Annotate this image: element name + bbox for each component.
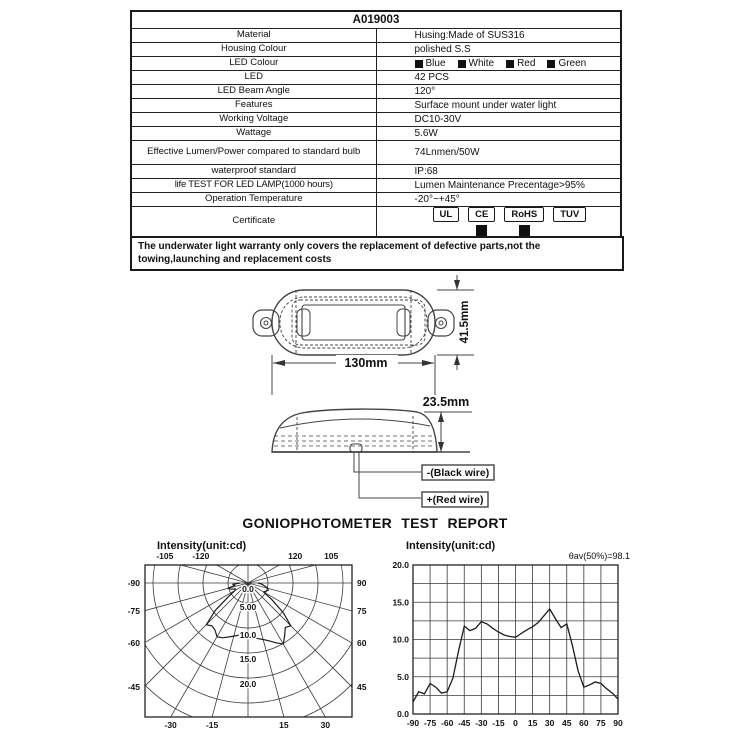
side-view-body: [272, 409, 437, 452]
x-tick-label: 60: [579, 718, 589, 728]
x-tick-label: -15: [492, 718, 505, 728]
angle-tick-label: -105: [156, 551, 174, 561]
spec-label: life TEST FOR LED LAMP(1000 hours): [131, 179, 376, 193]
screw-hole-right-inner: [439, 321, 443, 325]
certificate-badge: TUV: [553, 207, 586, 222]
angle-tick-label: 60: [357, 638, 367, 649]
table-row: [131, 127, 621, 141]
x-tick-label: 75: [596, 718, 606, 728]
screw-hole-right: [436, 318, 447, 329]
model-number: A019003: [131, 11, 621, 29]
certificate-badge: RoHS: [504, 207, 544, 222]
y-tick-label: 5.0: [397, 671, 409, 682]
angle-tick-label: -75: [127, 605, 140, 616]
red-wire-leader: [359, 452, 421, 498]
spec-value: polished S.S: [376, 43, 621, 57]
radial-tick-label: 10.0: [239, 630, 257, 640]
led-colour-options: [376, 57, 621, 71]
red-wire-label: +(Red wire): [426, 494, 484, 506]
arrowhead-up: [454, 355, 460, 365]
spec-value: -20°~+45°: [376, 193, 621, 207]
black-wire-label: -(Black wire): [426, 467, 490, 479]
spec-label: LED: [131, 71, 376, 85]
angle-tick-label: 15: [279, 720, 289, 730]
angle-tick-label: 45: [357, 682, 367, 692]
screw-hole-left: [261, 318, 272, 329]
report-heading: GONIOPHOTOMETER TEST REPORT: [242, 515, 508, 531]
table-row: [131, 71, 621, 85]
table-row: [131, 165, 621, 179]
table-row: [131, 99, 621, 113]
certificate-selected-mark: [519, 225, 530, 236]
table-row: [131, 85, 621, 99]
arrowhead-down: [438, 442, 444, 452]
certificate-badge: UL: [433, 207, 460, 222]
line-chart-grid: [413, 565, 618, 714]
y-tick-label: 15.0: [392, 597, 409, 608]
spec-label: Features: [131, 99, 376, 113]
table-row-certificate: [131, 207, 621, 238]
spec-label: LED Beam Angle: [131, 85, 376, 99]
arrowhead-left: [273, 360, 285, 366]
warranty-note: The underwater light warranty only covers the replacement of defective parts,not the towing,launching and replacement costs: [130, 236, 624, 271]
table-row: [131, 29, 621, 43]
angle-tick-label: -120: [192, 551, 210, 561]
x-tick-label: 30: [544, 718, 555, 728]
mount-ear-left: [253, 310, 279, 336]
table-row: [131, 113, 621, 127]
mount-ear-right: [428, 310, 454, 336]
color-swatch: [458, 60, 466, 68]
beam-angle-annotation: θav(50%)=98.1: [568, 551, 630, 561]
cable-gland: [350, 444, 362, 452]
x-tick-label: 15: [527, 718, 538, 728]
angle-tick-label: -15: [205, 720, 219, 730]
arrowhead-down: [454, 280, 460, 290]
color-label: Blue: [425, 58, 446, 69]
angle-tick-label: -90: [127, 578, 140, 588]
arrowhead-right: [422, 360, 434, 366]
x-tick-label: -45: [458, 718, 471, 728]
color-label: Red: [517, 58, 536, 69]
table-row: [131, 43, 621, 57]
spec-value: 120°: [376, 85, 621, 99]
angle-tick-label: 120: [288, 551, 303, 561]
screw-hole-left-inner: [264, 321, 268, 325]
side-view-rim: [280, 419, 430, 428]
certificate-selected-mark: [476, 225, 487, 236]
angle-tick-label: 105: [324, 551, 339, 561]
spec-label: Operation Temperature: [131, 193, 376, 207]
line-chart-title: Intensity(unit:cd): [406, 540, 496, 552]
angle-tick-label: 75: [357, 605, 367, 616]
led-colour-option: [458, 58, 495, 69]
spec-label: Certificate: [131, 207, 376, 238]
spec-label: waterproof standard: [131, 165, 376, 179]
table-row-model: [131, 11, 621, 29]
lens-clip-right: [397, 309, 410, 336]
y-tick-label: 20.0: [392, 560, 409, 570]
gonio-chart-title: Intensity(unit:cd): [157, 540, 247, 552]
spec-label: Wattage: [131, 127, 376, 141]
certificate-badges: [376, 207, 621, 238]
angle-tick-label: 30: [320, 720, 331, 730]
spec-label: Working Voltage: [131, 113, 376, 127]
spec-label: LED Colour: [131, 57, 376, 71]
led-colour-option: [547, 58, 586, 69]
certificate-ce: [468, 207, 495, 236]
color-swatch: [415, 60, 423, 68]
table-row: [131, 193, 621, 207]
gonio-polar-chart: [95, 538, 385, 738]
spec-value: Lumen Maintenance Precentage>95%: [376, 179, 621, 193]
certificate-ul: [433, 207, 460, 236]
certificate-tuv: [553, 207, 586, 236]
x-tick-label: -60: [441, 718, 454, 728]
radial-tick-label: 0.0: [242, 584, 254, 594]
color-swatch: [506, 60, 514, 68]
black-wire-leader: [354, 452, 421, 472]
radial-tick-label: 15.0: [239, 654, 257, 664]
dim-width-label: 130mm: [344, 356, 388, 370]
spec-value: DC10-30V: [376, 113, 621, 127]
spec-value: Husing:Made of SUS316: [376, 29, 621, 43]
spec-value: 42 PCS: [376, 71, 621, 85]
spec-table: [130, 10, 622, 238]
x-tick-label: -90: [406, 718, 420, 728]
x-tick-label: -30: [475, 718, 488, 728]
dim-depth-label: 23.5mm: [422, 395, 470, 409]
y-tick-label: 0.0: [397, 709, 409, 719]
angle-tick-label: -45: [127, 682, 140, 692]
technical-drawings: [0, 265, 750, 515]
table-row: [131, 179, 621, 193]
led-colour-option: [506, 58, 535, 69]
table-row: [131, 141, 621, 165]
radial-tick-label: 20.0: [239, 679, 257, 689]
lens-clip-left: [297, 309, 310, 336]
spec-value: IP:68: [376, 165, 621, 179]
certificate-rohs: [504, 207, 544, 236]
color-label: White: [468, 58, 495, 69]
spec-label: Housing Colour: [131, 43, 376, 57]
table-row-led-colour: [131, 57, 621, 71]
spec-value: 5.6W: [376, 127, 621, 141]
color-label: Green: [558, 58, 587, 69]
spec-value: Surface mount under water light: [376, 99, 621, 113]
spec-value: 74Lnmen/50W: [376, 141, 621, 165]
x-tick-label: -75: [423, 718, 437, 728]
lens-panel: [302, 305, 405, 340]
spec-label: Effective Lumen/Power compared to standard bulb: [131, 141, 376, 165]
dim-height-label: 41.5mm: [459, 300, 471, 344]
x-tick-label: 45: [562, 718, 572, 728]
y-tick-label: 10.0: [392, 634, 409, 645]
intensity-line-chart: [385, 538, 690, 743]
x-tick-label: 90: [613, 718, 623, 728]
certificate-badge: CE: [468, 207, 495, 222]
angle-tick-label: 90: [357, 578, 367, 588]
x-tick-label: 0: [513, 718, 518, 728]
led-colour-option: [415, 58, 446, 69]
angle-tick-label: -30: [164, 720, 177, 730]
angle-tick-label: -60: [127, 638, 140, 649]
color-swatch: [547, 60, 555, 68]
radial-tick-label: 5.00: [239, 602, 257, 612]
arrowhead-up: [438, 412, 444, 422]
spec-label: Material: [131, 29, 376, 43]
